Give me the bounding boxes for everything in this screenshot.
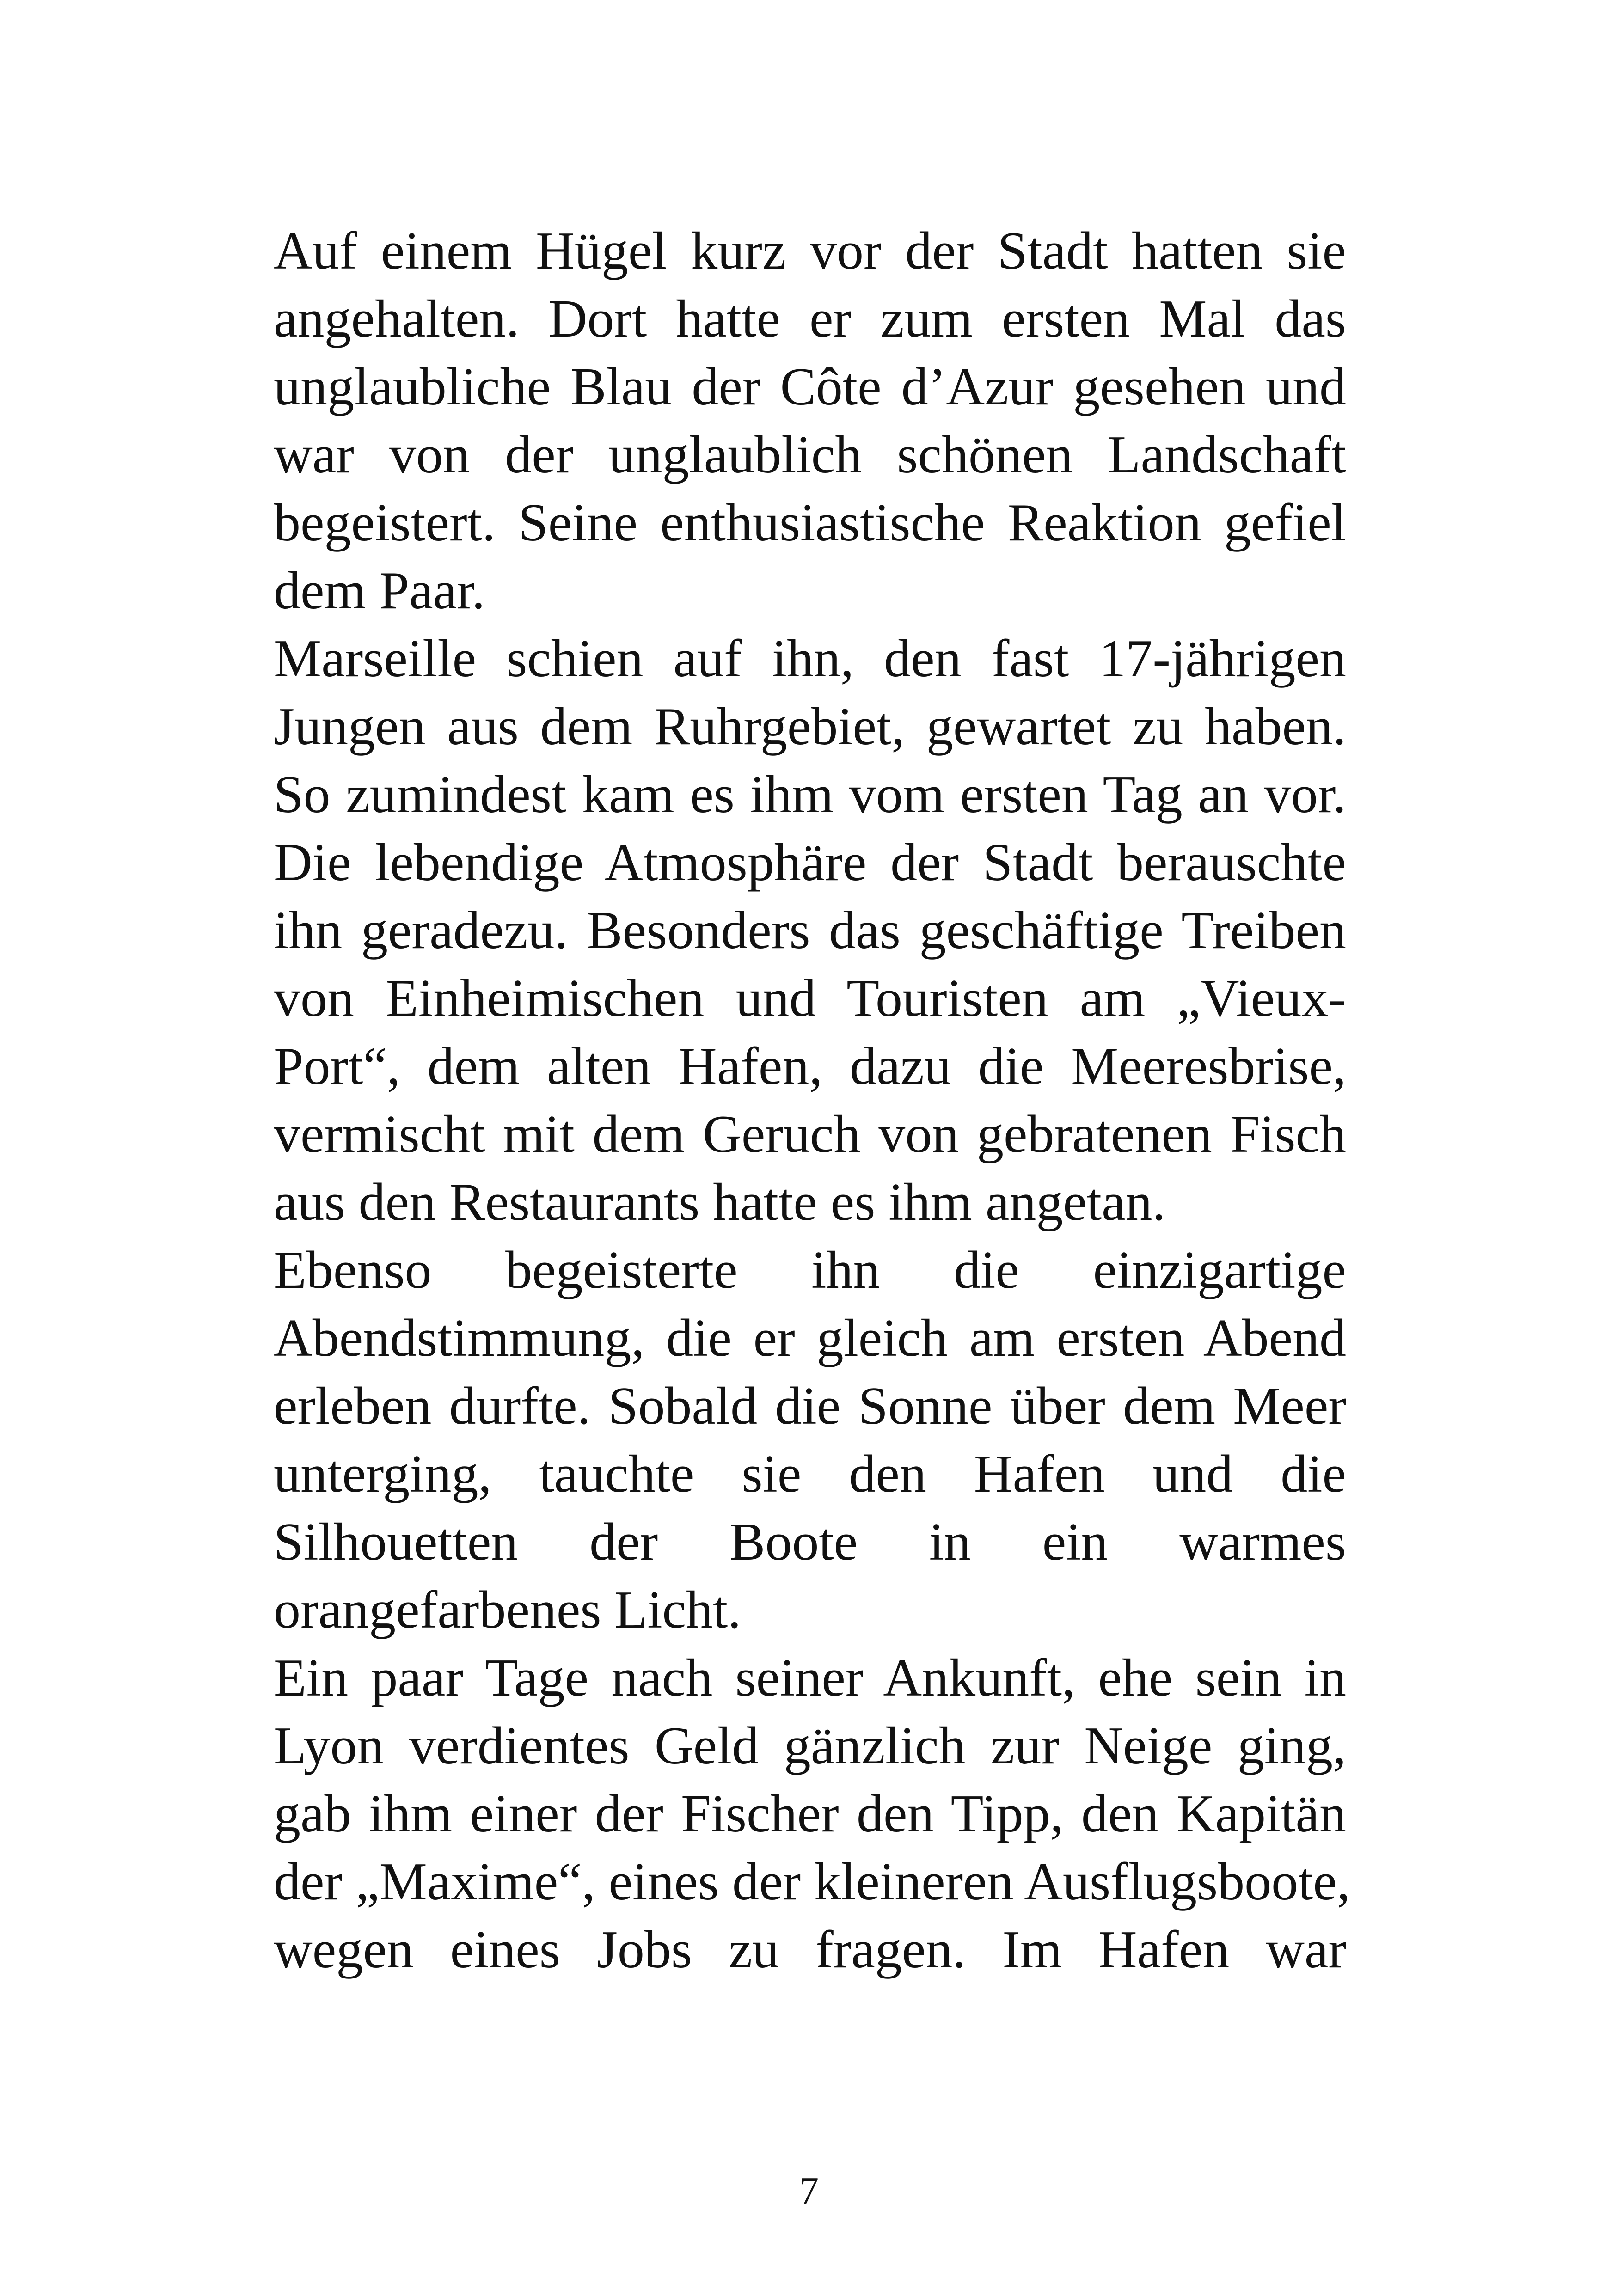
text-line: Abendstimmung, die er gleich am ersten Abend (274, 1309, 1346, 1368)
text-line: Ein paar Tage nach seiner Ankunft, ehe sein in (274, 1648, 1346, 1708)
text-line: Die lebendige Atmosphäre der Stadt berauschte (274, 833, 1346, 892)
paragraph (274, 1237, 1346, 1644)
text-line: Auf einem Hügel kurz vor der Stadt hatten sie (274, 221, 1346, 281)
text-line: dem Paar. (274, 561, 485, 620)
text-line: Ebenso begeisterte ihn die einzigartige (274, 1241, 1346, 1300)
text-line: Lyon verdientes Geld gänzlich zur Neige ging, (274, 1716, 1346, 1776)
text-line: vermischt mit dem Geruch von gebratenen Fisch (274, 1105, 1346, 1164)
text-line: unterging, tauchte sie den Hafen und die (274, 1445, 1346, 1504)
text-line: So zumindest kam es ihm vom ersten Tag an vor. (274, 765, 1346, 824)
paragraph (274, 625, 1346, 1237)
text-line: erleben durfte. Sobald die Sonne über dem Meer (274, 1377, 1346, 1436)
text-line: Jungen aus dem Ruhrgebiet, gewartet zu haben. (274, 697, 1346, 756)
text-line: von Einheimischen und Touristen am „Vieux- (274, 969, 1346, 1028)
text-line: begeistert. Seine enthusiastische Reaktion gefiel (274, 493, 1346, 552)
text-line: ihn geradezu. Besonders das geschäftige Treiben (274, 901, 1346, 960)
text-line: Silhouetten der Boote in ein warmes (274, 1512, 1346, 1572)
page-number: 7 (799, 2169, 819, 2212)
text-line: orangefarbenes Licht. (274, 1580, 742, 1640)
text-line: wegen eines Jobs zu fragen. Im Hafen war (274, 1920, 1346, 1979)
body-text (274, 217, 1350, 1984)
paragraph (274, 1644, 1350, 1984)
text-line: Marseille schien auf ihn, den fast 17-jährigen (274, 629, 1346, 688)
text-line: war von der unglaublich schönen Landschaft (274, 425, 1346, 484)
text-line: Port“, dem alten Hafen, dazu die Meeresbrise, (274, 1037, 1346, 1096)
paragraph (274, 217, 1346, 625)
text-line: aus den Restaurants hatte es ihm angetan. (274, 1173, 1166, 1232)
text-line: unglaubliche Blau der Côte d’Azur gesehen und (274, 357, 1346, 416)
text-line: gab ihm einer der Fischer den Tipp, den Kapitän (274, 1784, 1346, 1843)
text-line: der „Maxime“, eines der kleineren Ausflugsboote, (274, 1852, 1350, 1911)
text-line: angehalten. Dort hatte er zum ersten Mal das (274, 289, 1346, 349)
